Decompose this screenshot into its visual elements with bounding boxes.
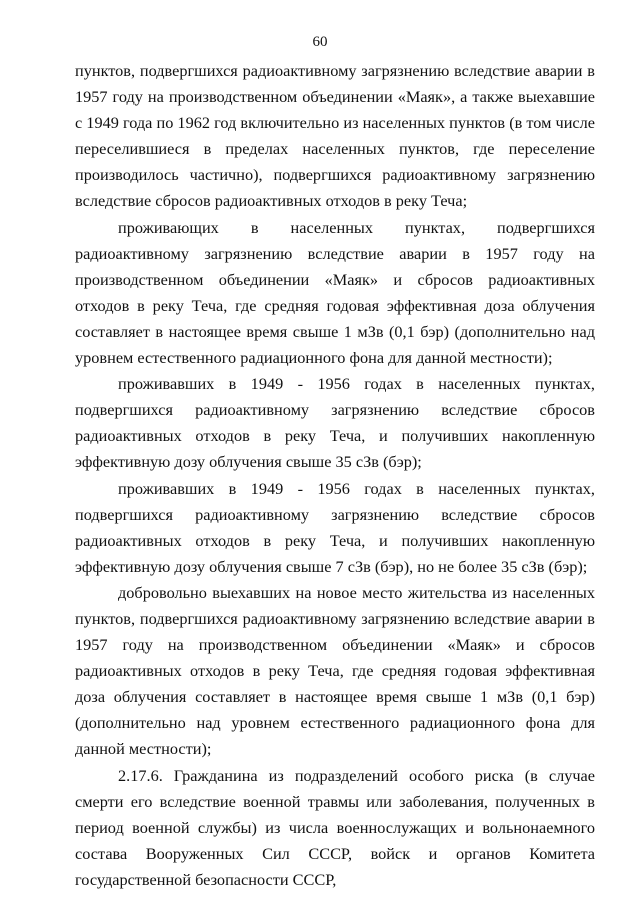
page-number: 60 [312, 34, 328, 50]
paragraph-2-17-6: 2.17.6. Гражданина из подразделений особого риска (в случае смерти его вследствие военной травмы или заболевания, полученных в период военной службы) из числа военнослужащих и вольнонаемного состава Вооруженных Сил СССР, войск и органов Комитета государственной безопасности СССР, [75, 765, 595, 889]
paragraph-voluntary-relocated: добровольно выехавших на новое место жительства из населенных пунктов, подвергшихся радиоактивному загрязнению вследствие аварии в 1957 году на производственном объединении «Маяк» и сбросов радиоактивных отходов в реку Теча, где средняя годовая эффективная доза облучения составляет в настоящее время свыше 1 мЗв (0,1 бэр) (дополнительно над уровнем естественного радиационного фона для данной местности); [75, 582, 595, 759]
paragraph-residents-current: проживающих в населенных пунктах, подвергшихся радиоактивному загрязнению вследствие аварии в 1957 году на производственном объединении «Маяк» и сбросов радиоактивных отходов в реку Теча, где средняя годовая эффективная доза облучения составляет в настоящее время свыше 1 мЗв (0,1 бэр) (дополнительно над уровнем естественного радиационного фона для данной местности); [75, 217, 595, 368]
paragraph-residents-1949-1956-over-35: проживавших в 1949 - 1956 годах в населенных пунктах, подвергшихся радиоактивному загрязнению вследствие сбросов радиоактивных отходов в реку Теча, и получивших накопленную эффективную дозу облучения свыше 35 сЗв (бэр); [75, 374, 595, 472]
document-body [75, 58, 595, 893]
paragraph-continuation: пунктов, подвергшихся радиоактивному загрязнению вследствие аварии в 1957 году на производственном объединении «Маяк», а также выехавшие с 1949 года по 1962 год включительно из населенных пунктов (в том числе переселившиеся в пределах населенных пунктов, где переселение производилось частично), подвергшихся радиоактивному загрязнению вследствие сбросов радиоактивных отходов в реку Теча; [75, 61, 595, 211]
paragraph-residents-1949-1956-7-to-35: проживавших в 1949 - 1956 годах в населенных пунктах, подвергшихся радиоактивному загрязнению вследствие сбросов радиоактивных отходов в реку Теча, и получивших накопленную эффективную дозу облучения свыше 7 сЗв (бэр), но не более 35 сЗв (бэр); [75, 478, 595, 576]
